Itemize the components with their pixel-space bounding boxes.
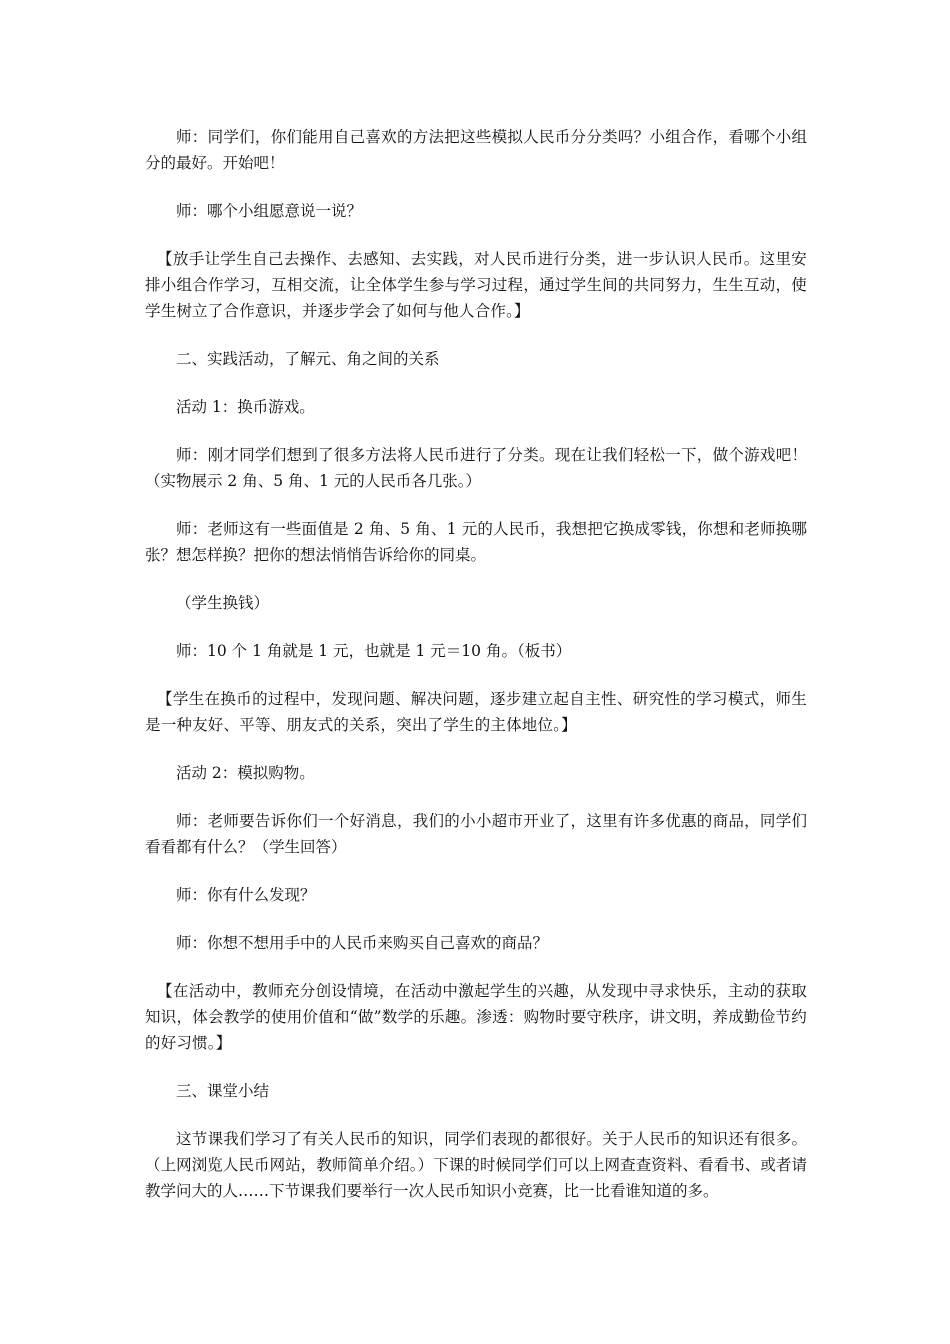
activity-heading: 活动 1：换币游戏。: [176, 398, 315, 416]
teaching-note-paragraph: 【放手让学生自己去操作、去感知、去实践，对人民币进行分类，进一步认识人民币。这里安排小组合作学习，互相交流，让全体学生参与学习过程，通过学生间的共同努力，生生互动，使学生树立了合作意识，并逐步学会了如何与他人合作。】: [145, 250, 807, 320]
student-activity-note: （学生换钱）: [176, 594, 270, 612]
activity-heading: 活动 2：模拟购物。: [176, 764, 315, 782]
board-writing-paragraph: 师：10 个 1 角就是 1 元，也就是 1 元＝10 角。（板书）: [176, 642, 572, 660]
teaching-note-paragraph: 【在活动中，教师充分创设情境，在活动中激起学生的兴趣，从发现中寻求快乐，主动的获取知识，体会教学的使用价值和“做”数学的乐趣。渗透：购物时要守秩序，讲文明，养成勤俭节约的好习惯。】: [145, 982, 807, 1052]
teacher-instruction-paragraph: 师：刚才同学们想到了很多方法将人民币进行了分类。现在让我们轻松一下，做个游戏吧！（实物展示 2 角、5 角、1 元的人民币各几张。）: [145, 446, 807, 490]
section-heading: 三、课堂小结: [176, 1082, 270, 1100]
teacher-announcement-paragraph: 师：老师要告诉你们一个好消息，我们的小小超市开业了，这里有许多优惠的商品，同学们看看都有什么？（学生回答）: [145, 812, 807, 856]
teacher-question-paragraph: 师：你有什么发现？: [176, 886, 316, 904]
summary-paragraph: 这节课我们学习了有关人民币的知识，同学们表现的都很好。关于人民币的知识还有很多。（上网浏览人民币网站，教师简单介绍。）下课的时候同学们可以上网查查资料、看看书、或者请教学问大的人……下节课我们要举行一次人民币知识小竞赛，比一比看谁知道的多。: [145, 1130, 807, 1200]
teaching-note-paragraph: 【学生在换币的过程中，发现问题、解决问题，逐步建立起自主性、研究性的学习模式，师生是一种友好、平等、朋友式的关系，突出了学生的主体地位。】: [145, 690, 807, 734]
teacher-exchange-paragraph: 师：老师这有一些面值是 2 角、5 角、1 元的人民币，我想把它换成零钱，你想和老师换哪张？想怎样换？把你的想法悄悄告诉给你的同桌。: [145, 520, 807, 564]
document-page: [145, 124, 807, 1204]
teacher-question-paragraph: 师：同学们，你们能用自己喜欢的方法把这些模拟人民币分分类吗？小组合作，看哪个小组分的最好。开始吧！: [145, 128, 807, 172]
section-heading: 二、实践活动，了解元、角之间的关系: [176, 350, 440, 368]
teacher-prompt-paragraph: 师：哪个小组愿意说一说？: [176, 202, 363, 220]
teacher-question-paragraph: 师：你想不想用手中的人民币来购买自己喜欢的商品？: [176, 934, 549, 952]
